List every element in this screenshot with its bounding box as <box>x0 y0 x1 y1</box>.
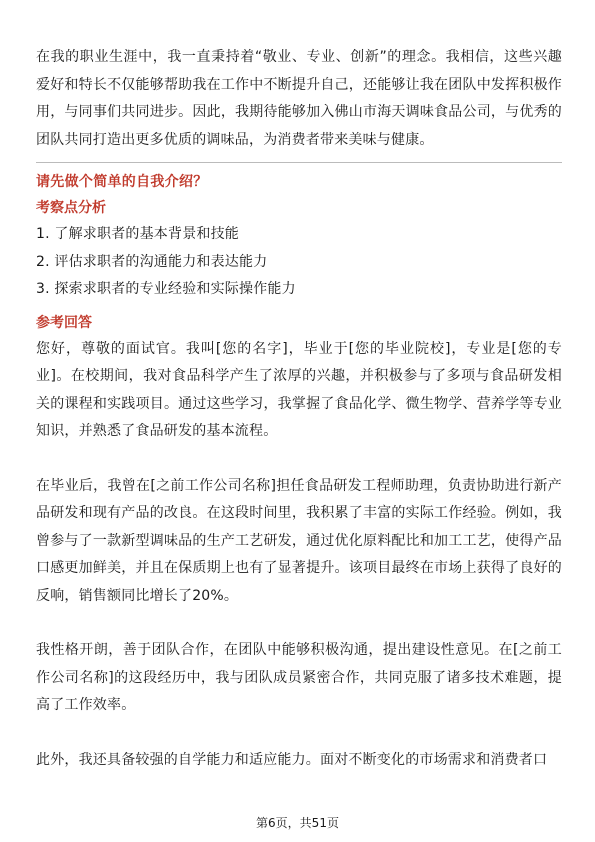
analysis-item: 1. 了解求职者的基本背景和技能 <box>36 226 240 242</box>
analysis-item: 2. 评估求职者的沟通能力和表达能力 <box>36 253 268 270</box>
interview-question: 请先做个简单的自我介绍？ <box>36 174 208 190</box>
document-page <box>36 44 562 774</box>
analysis-item: 3. 探索求职者的专业经验和实际操作能力 <box>36 281 296 297</box>
reference-paragraph: 此外，我还具备较强的自学能力和适应能力。面对不断变化的市场需求和消费者口 <box>36 751 548 768</box>
page-number: 第6页，共51页 <box>256 816 339 830</box>
intro-paragraph: 在我的职业生涯中，我一直秉持着“敬业、专业、创新”的理念。我相信，这些兴趣爱好和特长不仅能够帮助我在工作中不断提升自己，还能够让我在团队中发挥积极作用，与同事们共同进步。因此，我期待能够加入佛山市海天调味食品公司，与优秀的团队共同打造出更多优质的调味品，为消费者带来美味与健康。 <box>36 49 562 148</box>
section-divider <box>36 162 562 163</box>
reference-title: 参考回答 <box>36 314 92 331</box>
paragraph-gap <box>36 446 562 473</box>
paragraph-gap <box>36 720 562 747</box>
reference-paragraph: 您好，尊敬的面试官。我叫[您的名字]，毕业于[您的毕业院校]，专业是[您的专业]。在校期间，我对食品科学产生了浓厚的兴趣，并积极参与了多项与食品研发相关的课程和实践项目。通过这些学习，我掌握了食品化学、微生物学、营养学等专业知识，并熟悉了食品研发的基本流程。 <box>36 340 562 439</box>
paragraph-gap <box>36 610 562 637</box>
reference-paragraph: 在毕业后，我曾在[之前工作公司名称]担任食品研发工程师助理，负责协助进行新产品研发和现有产品的改良。在这段时间里，我积累了丰富的实际工作经验。例如，我曾参与了一款新型调味品的生产工艺研发，通过优化原料配比和加工工艺，使得产品口感更加鲜美，并且在保质期上也有了显著提升。该项目最终在市场上获得了良好的反响，销售额同比增长了20%。 <box>36 477 562 604</box>
reference-paragraph: 我性格开朗，善于团队合作，在团队中能够积极沟通，提出建设性意见。在[之前工作公司名称]的这段经历中，我与团队成员紧密合作，共同克服了诸多技术难题，提高了工作效率。 <box>36 642 562 713</box>
analysis-title: 考察点分析 <box>36 200 106 216</box>
